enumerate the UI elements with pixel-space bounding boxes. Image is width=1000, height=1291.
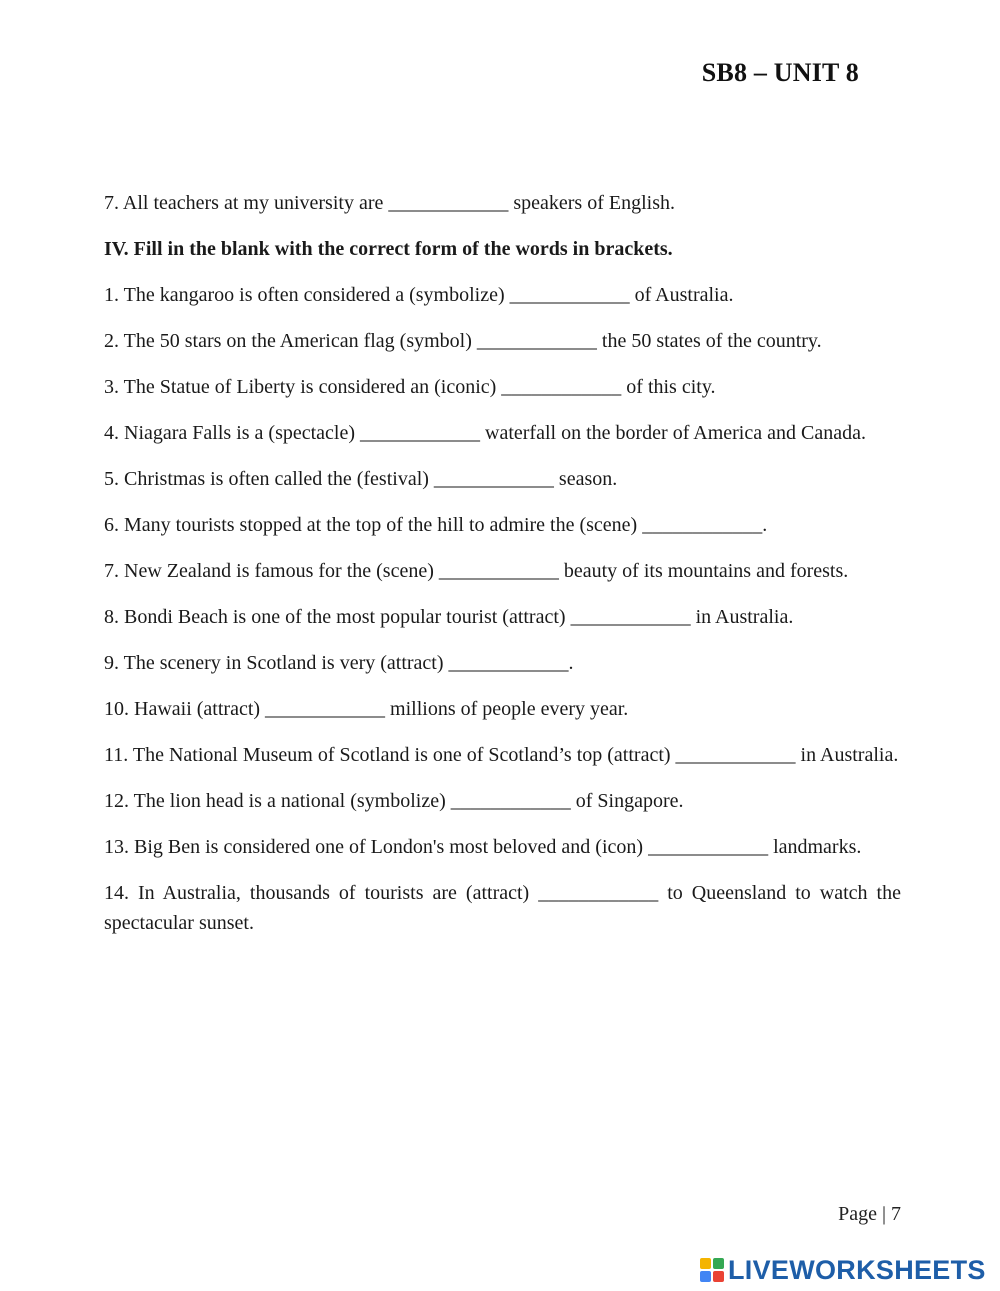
exercise-item-3: 3. The Statue of Liberty is considered an (iconic) ____________ of this city. (104, 376, 716, 398)
exercise-item-2: 2. The 50 stars on the American flag (symbol) ____________ the 50 states of the country. (104, 330, 822, 352)
exercise-item-8: 8. Bondi Beach is one of the most popular tourist (attract) ____________ in Australia. (104, 606, 794, 628)
logo-square-2 (713, 1258, 724, 1269)
exercise-item-1: 1. The kangaroo is often considered a (symbolize) ____________ of Australia. (104, 284, 734, 306)
exercise-item-7: 7. New Zealand is famous for the (scene) ____________ beauty of its mountains and forests. (104, 560, 849, 582)
unit-title: SB8 – UNIT 8 (701, 58, 859, 87)
exercise-item-10: 10. Hawaii (attract) ____________ millions of people every year. (104, 698, 629, 720)
exercise-item-13: 13. Big Ben is considered one of London's most beloved and (icon) ____________ landmarks. (104, 836, 862, 858)
exercise-item-9: 9. The scenery in Scotland is very (attract) ____________. (104, 652, 574, 674)
exercise-item-5: 5. Christmas is often called the (festival) ____________ season. (104, 468, 618, 490)
worksheet-body (104, 188, 901, 954)
page-number: Page | 7 (838, 1203, 901, 1225)
exercise-item-11: 11. The National Museum of Scotland is one of Scotland’s top (attract) ____________ in Australia. (104, 744, 899, 766)
exercise-item-6: 6. Many tourists stopped at the top of the hill to admire the (scene) ____________. (104, 514, 768, 536)
exercise-item-4: 4. Niagara Falls is a (spectacle) ____________ waterfall on the border of America and Canada. (104, 422, 866, 444)
liveworksheets-logo (700, 1255, 986, 1285)
logo-square-1 (700, 1258, 711, 1269)
logo-square-3 (700, 1271, 711, 1282)
logo-square-4 (713, 1271, 724, 1282)
exercise-item-12: 12. The lion head is a national (symbolize) ____________ of Singapore. (104, 790, 684, 812)
section-title: IV. Fill in the blank with the correct form of the words in brackets. (104, 238, 673, 260)
exercise-list (104, 280, 901, 938)
logo-mark-icon (700, 1258, 724, 1282)
logo-text: LIVEWORKSHEETS (728, 1254, 986, 1285)
carryover-item: 7. All teachers at my university are ____________ speakers of English. (104, 192, 675, 214)
exercise-item-14: 14. In Australia, thousands of tourists are (attract) ____________ to Queensland to watch the spectacular sunset. (104, 882, 901, 934)
